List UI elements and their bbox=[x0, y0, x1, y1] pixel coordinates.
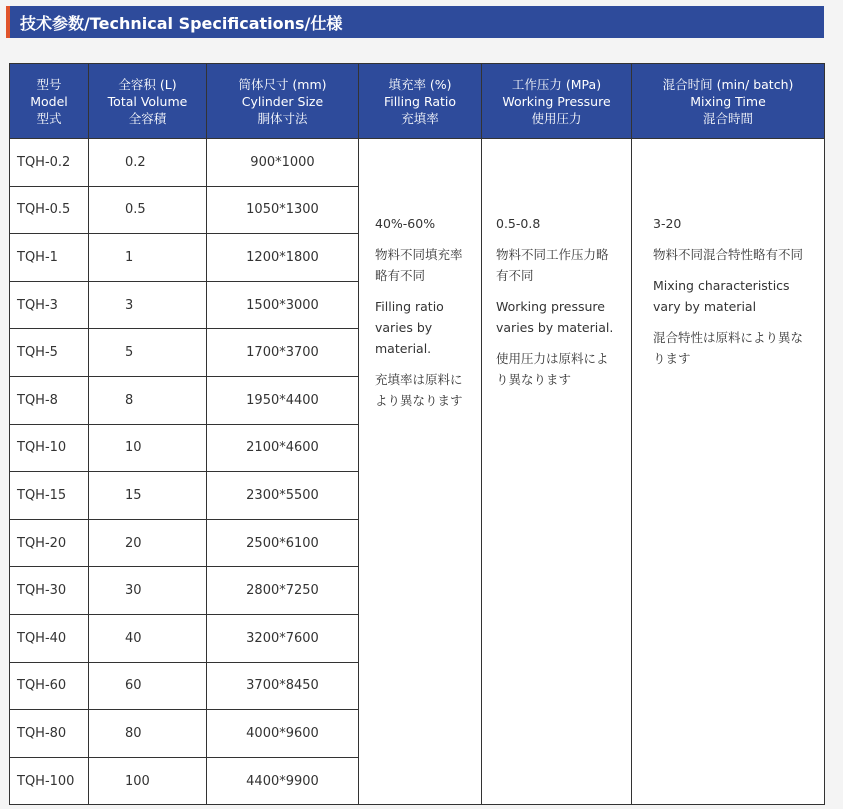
model-cell: TQH-40 bbox=[10, 614, 89, 662]
page-title: 技术参数/Technical Specifications/仕様 bbox=[20, 14, 343, 33]
cylinder-size-cell: 4400*9900 bbox=[207, 757, 359, 805]
model-cell: TQH-30 bbox=[10, 567, 89, 615]
model-cell: TQH-80 bbox=[10, 710, 89, 758]
cylinder-size-cell: 2800*7250 bbox=[207, 567, 359, 615]
cylinder-size-cell: 2300*5500 bbox=[207, 472, 359, 520]
cylinder-size-cell: 1950*4400 bbox=[207, 376, 359, 424]
cylinder-size-cell: 1700*3700 bbox=[207, 329, 359, 377]
mixing-note-en: Mixing characteristics vary by material bbox=[653, 278, 790, 314]
cylinder-size-cell: 3700*8450 bbox=[207, 662, 359, 710]
header-filling-ratio: 填充率 (%) Filling Ratio 充填率 bbox=[359, 64, 482, 139]
table-header-row bbox=[10, 64, 825, 139]
title-bar bbox=[6, 6, 824, 38]
model-cell: TQH-5 bbox=[10, 329, 89, 377]
total-volume-cell: 80 bbox=[89, 710, 207, 758]
total-volume-cell: 3 bbox=[89, 281, 207, 329]
model-cell: TQH-8 bbox=[10, 376, 89, 424]
header-working-pressure: 工作压力 (MPa) Working Pressure 使用圧力 bbox=[482, 64, 632, 139]
total-volume-cell: 0.5 bbox=[89, 186, 207, 234]
cylinder-size-cell: 3200*7600 bbox=[207, 614, 359, 662]
cylinder-size-cell: 1500*3000 bbox=[207, 281, 359, 329]
mixing-note-cn: 物料不同混合特性略有不同 bbox=[653, 247, 804, 262]
header-total-volume: 全容积 (L) Total Volume 全容積 bbox=[89, 64, 207, 139]
total-volume-cell: 60 bbox=[89, 662, 207, 710]
pressure-note-en: Working pressure varies by material. bbox=[496, 299, 614, 335]
model-cell: TQH-60 bbox=[10, 662, 89, 710]
model-cell: TQH-15 bbox=[10, 472, 89, 520]
total-volume-cell: 8 bbox=[89, 376, 207, 424]
total-volume-cell: 100 bbox=[89, 757, 207, 805]
model-cell: TQH-3 bbox=[10, 281, 89, 329]
filling-value: 40%-60% bbox=[375, 216, 436, 231]
header-mixing-time: 混合时间 (min/ batch) Mixing Time 混合時間 bbox=[632, 64, 825, 139]
filling-ratio-cell bbox=[359, 139, 482, 805]
pressure-note-jp: 使用圧力は原料により異なります bbox=[496, 351, 609, 387]
total-volume-cell: 10 bbox=[89, 424, 207, 472]
mixing-note-jp: 混合特性は原料により異なります bbox=[653, 330, 804, 366]
total-volume-cell: 20 bbox=[89, 519, 207, 567]
cylinder-size-cell: 4000*9600 bbox=[207, 710, 359, 758]
cylinder-size-cell: 900*1000 bbox=[207, 139, 359, 187]
spec-table bbox=[9, 63, 825, 805]
pressure-note-cn: 物料不同工作压力略有不同 bbox=[496, 247, 609, 283]
filling-note-jp: 充填率は原料により異なります bbox=[375, 372, 463, 408]
table-row bbox=[10, 139, 825, 187]
filling-note-cn: 物料不同填充率略有不同 bbox=[375, 247, 463, 283]
header-model: 型号 Model 型式 bbox=[10, 64, 89, 139]
working-pressure-cell bbox=[482, 139, 632, 805]
model-cell: TQH-0.2 bbox=[10, 139, 89, 187]
model-cell: TQH-100 bbox=[10, 757, 89, 805]
total-volume-cell: 1 bbox=[89, 234, 207, 282]
cylinder-size-cell: 2100*4600 bbox=[207, 424, 359, 472]
filling-note-en: Filling ratio varies by material. bbox=[375, 299, 444, 356]
total-volume-cell: 5 bbox=[89, 329, 207, 377]
cylinder-size-cell: 1050*1300 bbox=[207, 186, 359, 234]
total-volume-cell: 40 bbox=[89, 614, 207, 662]
mixing-value: 3-20 bbox=[653, 216, 682, 231]
header-cylinder-size: 筒体尺寸 (mm) Cylinder Size 胴体寸法 bbox=[207, 64, 359, 139]
cylinder-size-cell: 2500*6100 bbox=[207, 519, 359, 567]
model-cell: TQH-0.5 bbox=[10, 186, 89, 234]
total-volume-cell: 15 bbox=[89, 472, 207, 520]
model-cell: TQH-20 bbox=[10, 519, 89, 567]
total-volume-cell: 0.2 bbox=[89, 139, 207, 187]
cylinder-size-cell: 1200*1800 bbox=[207, 234, 359, 282]
model-cell: TQH-10 bbox=[10, 424, 89, 472]
model-cell: TQH-1 bbox=[10, 234, 89, 282]
mixing-time-cell bbox=[632, 139, 825, 805]
pressure-value: 0.5-0.8 bbox=[496, 216, 541, 231]
total-volume-cell: 30 bbox=[89, 567, 207, 615]
